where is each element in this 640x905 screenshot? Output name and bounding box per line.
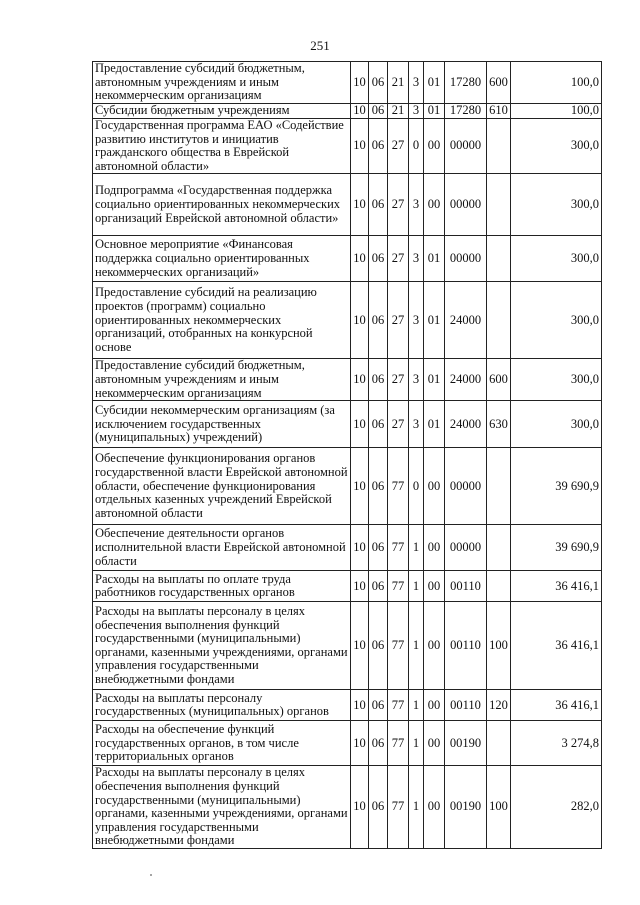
row-subprogram: 3 (409, 236, 424, 282)
row-direction: 24000 (445, 401, 487, 448)
row-direction: 00000 (445, 119, 487, 174)
row-subsection: 06 (369, 236, 388, 282)
row-expense-type (487, 571, 511, 602)
row-subsection: 06 (369, 690, 388, 721)
row-subsection: 06 (369, 766, 388, 849)
row-subsection: 06 (369, 174, 388, 236)
row-subprogram: 3 (409, 104, 424, 119)
row-direction: 00190 (445, 766, 487, 849)
row-subsection: 06 (369, 721, 388, 766)
row-direction: 24000 (445, 282, 487, 359)
row-subsection: 06 (369, 119, 388, 174)
row-section: 10 (351, 104, 369, 119)
table-row (93, 282, 602, 359)
row-main-activity: 00 (424, 690, 445, 721)
table-row (93, 62, 602, 104)
row-direction: 00190 (445, 721, 487, 766)
row-name: Расходы на выплаты персоналу в целях обеспечения выполнения функций государственными (муниципальными) органами, казенными учреждениями, органами управления государственными внебюджетными фондами (93, 766, 351, 849)
row-expense-type: 120 (487, 690, 511, 721)
row-direction: 00000 (445, 448, 487, 525)
row-name: Субсидии некоммерческим организациям (за исключением государственных (муниципальных) учреждений) (93, 401, 351, 448)
row-subprogram: 1 (409, 721, 424, 766)
row-section: 10 (351, 571, 369, 602)
row-subsection: 06 (369, 571, 388, 602)
row-amount: 36 416,1 (511, 571, 602, 602)
table-row (93, 602, 602, 690)
table-row (93, 525, 602, 571)
row-name: Основное мероприятие «Финансовая поддержка социально ориентированных некоммерческих организаций» (93, 236, 351, 282)
row-subprogram: 1 (409, 690, 424, 721)
row-main-activity: 00 (424, 721, 445, 766)
row-program: 77 (388, 766, 409, 849)
row-main-activity: 01 (424, 401, 445, 448)
row-program: 27 (388, 401, 409, 448)
row-subprogram: 0 (409, 119, 424, 174)
row-section: 10 (351, 62, 369, 104)
row-amount: 300,0 (511, 282, 602, 359)
row-section: 10 (351, 359, 369, 401)
row-direction: 00110 (445, 571, 487, 602)
row-main-activity: 00 (424, 119, 445, 174)
row-direction: 00110 (445, 690, 487, 721)
row-section: 10 (351, 236, 369, 282)
row-section: 10 (351, 690, 369, 721)
row-program: 77 (388, 525, 409, 571)
row-subprogram: 1 (409, 766, 424, 849)
row-name: Предоставление субсидий на реализацию проектов (программ) социально ориентированных некоммерческих организаций, отобранных на конкурсной основе (93, 282, 351, 359)
row-subsection: 06 (369, 602, 388, 690)
row-main-activity: 00 (424, 448, 445, 525)
row-name: Государственная программа ЕАО «Содействие развитию институтов и инициатив гражданского общества в Еврейской автономной области» (93, 119, 351, 174)
row-program: 27 (388, 282, 409, 359)
row-section: 10 (351, 174, 369, 236)
page-number: 251 (310, 38, 330, 53)
row-name: Обеспечение функционирования органов государственной власти Еврейской автономной области, обеспечение функционирования отдельных казенных учреждений Еврейской автономной области (93, 448, 351, 525)
row-amount: 300,0 (511, 174, 602, 236)
row-main-activity: 01 (424, 62, 445, 104)
row-expense-type: 610 (487, 104, 511, 119)
row-subsection: 06 (369, 62, 388, 104)
row-amount: 300,0 (511, 236, 602, 282)
row-amount: 100,0 (511, 104, 602, 119)
row-subsection: 06 (369, 359, 388, 401)
row-subprogram: 1 (409, 525, 424, 571)
row-subprogram: 0 (409, 448, 424, 525)
row-subsection: 06 (369, 448, 388, 525)
row-expense-type: 600 (487, 62, 511, 104)
row-name: Обеспечение деятельности органов исполнительной власти Еврейской автономной области (93, 525, 351, 571)
row-expense-type: 600 (487, 359, 511, 401)
row-main-activity: 01 (424, 359, 445, 401)
row-amount: 3 274,8 (511, 721, 602, 766)
row-expense-type (487, 119, 511, 174)
row-main-activity: 00 (424, 571, 445, 602)
table-row (93, 359, 602, 401)
row-program: 27 (388, 119, 409, 174)
row-name: Расходы на обеспечение функций государственных органов, в том числе территориальных органов (93, 721, 351, 766)
row-direction: 00110 (445, 602, 487, 690)
row-subprogram: 1 (409, 571, 424, 602)
row-name: Расходы на выплаты персоналу в целях обеспечения выполнения функций государственными (муниципальными) органами, казенными учреждениями, органами управления государственными внебюджетными фондами (93, 602, 351, 690)
row-name: Расходы на выплаты персоналу государственных (муниципальных) органов (93, 690, 351, 721)
row-program: 77 (388, 690, 409, 721)
row-direction: 17280 (445, 62, 487, 104)
table-row (93, 448, 602, 525)
row-subprogram: 1 (409, 602, 424, 690)
table-row (93, 119, 602, 174)
row-name: Подпрограмма «Государственная поддержка социально ориентированных некоммерческих организаций Еврейской автономной области» (93, 174, 351, 236)
table-row (93, 721, 602, 766)
row-name: Предоставление субсидий бюджетным, автономным учреждениям и иным некоммерческим организациям (93, 62, 351, 104)
row-main-activity: 01 (424, 236, 445, 282)
row-subprogram: 3 (409, 359, 424, 401)
row-program: 21 (388, 104, 409, 119)
row-direction: 00000 (445, 236, 487, 282)
row-amount: 300,0 (511, 359, 602, 401)
row-section: 10 (351, 401, 369, 448)
row-section: 10 (351, 119, 369, 174)
row-subsection: 06 (369, 525, 388, 571)
row-expense-type: 100 (487, 602, 511, 690)
row-subprogram: 3 (409, 282, 424, 359)
row-direction: 00000 (445, 525, 487, 571)
row-amount: 300,0 (511, 401, 602, 448)
row-program: 27 (388, 359, 409, 401)
row-direction: 17280 (445, 104, 487, 119)
row-program: 77 (388, 571, 409, 602)
table-row (93, 104, 602, 119)
row-expense-type (487, 525, 511, 571)
row-expense-type (487, 282, 511, 359)
table-row (93, 174, 602, 236)
table-row (93, 690, 602, 721)
row-program: 77 (388, 448, 409, 525)
budget-table-body (93, 62, 602, 849)
row-section: 10 (351, 602, 369, 690)
row-program: 77 (388, 602, 409, 690)
row-amount: 36 416,1 (511, 602, 602, 690)
row-amount: 100,0 (511, 62, 602, 104)
row-subprogram: 3 (409, 174, 424, 236)
row-section: 10 (351, 766, 369, 849)
row-program: 77 (388, 721, 409, 766)
row-expense-type (487, 448, 511, 525)
row-section: 10 (351, 448, 369, 525)
row-section: 10 (351, 282, 369, 359)
row-name: Расходы на выплаты по оплате труда работников государственных органов (93, 571, 351, 602)
table-row (93, 236, 602, 282)
table-row (93, 401, 602, 448)
row-section: 10 (351, 721, 369, 766)
row-amount: 39 690,9 (511, 448, 602, 525)
budget-table (92, 61, 602, 849)
row-program: 27 (388, 236, 409, 282)
row-subsection: 06 (369, 401, 388, 448)
row-subsection: 06 (369, 104, 388, 119)
row-subsection: 06 (369, 282, 388, 359)
row-section: 10 (351, 525, 369, 571)
row-main-activity: 01 (424, 104, 445, 119)
row-subprogram: 3 (409, 62, 424, 104)
row-expense-type: 100 (487, 766, 511, 849)
row-main-activity: 00 (424, 525, 445, 571)
row-program: 27 (388, 174, 409, 236)
row-program: 21 (388, 62, 409, 104)
scan-dot (150, 874, 152, 876)
row-expense-type (487, 236, 511, 282)
row-amount: 36 416,1 (511, 690, 602, 721)
row-amount: 39 690,9 (511, 525, 602, 571)
row-subprogram: 3 (409, 401, 424, 448)
row-expense-type (487, 721, 511, 766)
row-expense-type (487, 174, 511, 236)
row-main-activity: 00 (424, 766, 445, 849)
row-main-activity: 01 (424, 282, 445, 359)
row-direction: 24000 (445, 359, 487, 401)
row-name: Предоставление субсидий бюджетным, автономным учреждениям и иным некоммерческим организациям (93, 359, 351, 401)
row-main-activity: 00 (424, 174, 445, 236)
table-row (93, 571, 602, 602)
row-expense-type: 630 (487, 401, 511, 448)
row-amount: 282,0 (511, 766, 602, 849)
table-row (93, 766, 602, 849)
row-amount: 300,0 (511, 119, 602, 174)
row-direction: 00000 (445, 174, 487, 236)
row-name: Субсидии бюджетным учреждениям (93, 104, 351, 119)
row-main-activity: 00 (424, 602, 445, 690)
